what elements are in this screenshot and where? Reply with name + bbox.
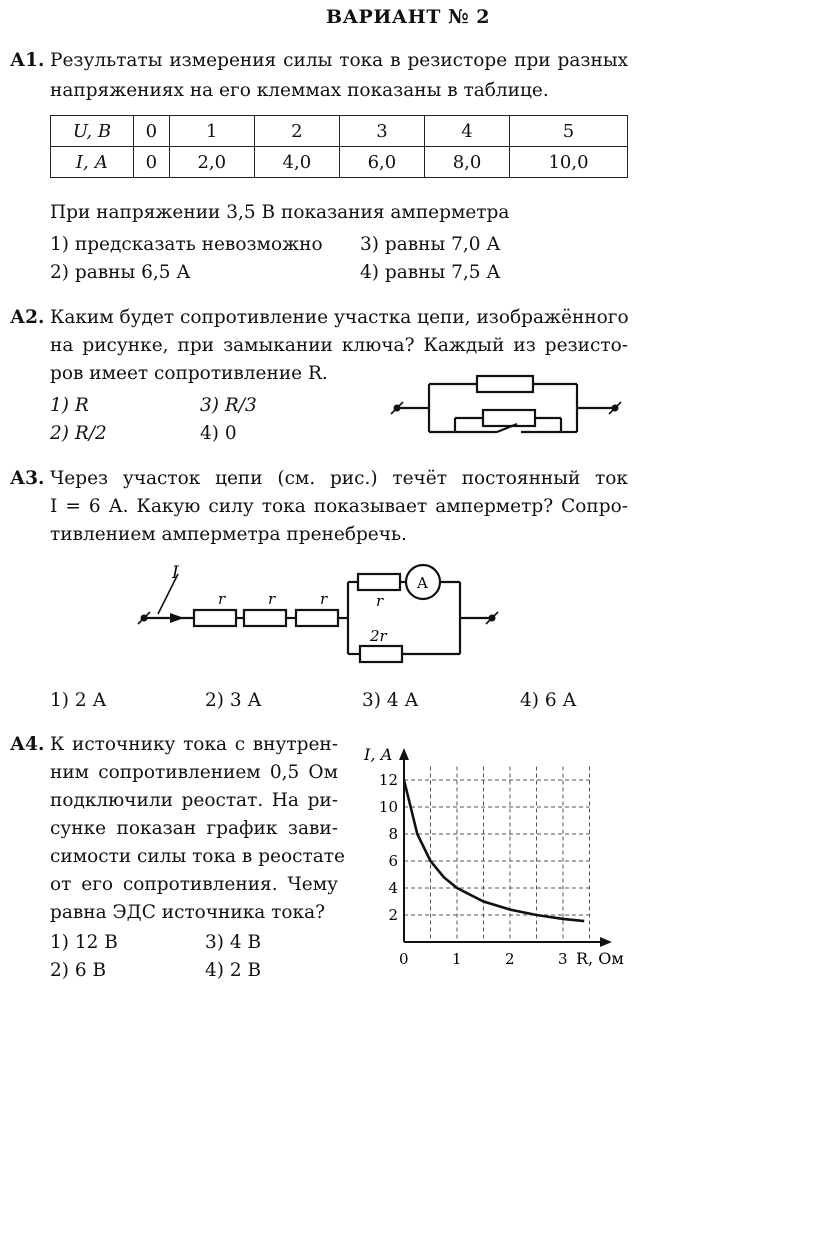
x-tick-label: 0 — [399, 950, 409, 968]
question-a3-text-line3: тивлением амперметра пренебречь. — [50, 524, 407, 545]
table-cell: 4 — [424, 116, 509, 147]
question-a2-text-line1: Каким будет сопротивление участка цепи, изображённого — [50, 307, 629, 328]
resistor-label: r — [320, 590, 328, 608]
table-cell: 3 — [339, 116, 424, 147]
x-axis-arrow-icon — [600, 937, 612, 947]
question-a4-number: А4. — [10, 734, 45, 755]
table-cell: 8,0 — [424, 147, 509, 178]
answer-option[interactable]: 4) 0 — [200, 423, 237, 444]
table-cell: 0 — [134, 147, 170, 178]
table-row — [51, 116, 628, 147]
x-tick-label: 1 — [452, 950, 462, 968]
table-cell: 6,0 — [339, 147, 424, 178]
page-title: ВАРИАНТ № 2 — [326, 6, 490, 28]
y-tick-label: 8 — [388, 825, 398, 843]
question-a1-text-line2: напряжениях на его клеммах показаны в таблице. — [50, 80, 549, 101]
question-a2-text-line3: ров имеет сопротивление R. — [50, 363, 328, 384]
question-a2-text-line2: на рисунке, при замыкании ключа? Каждый из резисто- — [50, 335, 628, 356]
answer-option[interactable]: 1) 2 А — [50, 690, 107, 711]
answer-option[interactable]: 1) предсказать невозможно — [50, 234, 323, 255]
question-a4-text-line: подключили реостат. На ри- — [50, 790, 338, 811]
values-table — [50, 115, 628, 178]
x-axis-label: R, Ом — [576, 949, 624, 968]
answer-option[interactable]: 2) 3 А — [205, 690, 262, 711]
answer-option[interactable]: 1) 12 В — [50, 932, 118, 953]
resistor-label: 2r — [370, 627, 387, 645]
chart-ticks — [379, 771, 568, 968]
question-a2-number: А2. — [10, 307, 45, 328]
y-tick-label: 12 — [378, 771, 398, 789]
question-a1-text-line1: Результаты измерения силы тока в резисторе при разных — [50, 50, 628, 71]
answer-option[interactable]: 3) равны 7,0 А — [360, 234, 501, 255]
question-a3-number: А3. — [10, 468, 45, 489]
circuit-diagram-a2 — [385, 368, 635, 448]
resistor-label: r — [218, 590, 226, 608]
resistor-label: r — [376, 592, 384, 610]
question-a4-text-line: равна ЭДС источника тока? — [50, 902, 326, 923]
current-label: I — [172, 563, 179, 583]
y-tick-label: 6 — [388, 852, 398, 870]
question-a4-text-line: от его сопротивления. Чему — [50, 874, 338, 895]
ammeter-label: A — [417, 574, 428, 592]
answer-option[interactable]: 3) 4 В — [205, 932, 262, 953]
answer-option[interactable]: 2) равны 6,5 А — [50, 262, 191, 283]
table-row — [51, 147, 628, 178]
y-axis-label: I, А — [364, 745, 393, 764]
question-a3-text-line1: Через участок цепи (см. рис.) течёт постоянный ток — [50, 468, 628, 489]
table-cell: 2 — [254, 116, 339, 147]
table-cell: 1 — [169, 116, 254, 147]
x-tick-label: 3 — [558, 950, 568, 968]
table-header-i: I, А — [51, 147, 134, 178]
question-a1-prompt: При напряжении 3,5 В показания амперметра — [50, 202, 510, 223]
question-a3-text-line2: I = 6 А. Какую силу тока показывает амперметр? Сопро- — [50, 496, 628, 517]
table-cell: 0 — [134, 116, 170, 147]
table-cell: 10,0 — [510, 147, 628, 178]
resistor-label: r — [268, 590, 276, 608]
answer-option[interactable]: 4) 6 А — [520, 690, 577, 711]
table-cell: 4,0 — [254, 147, 339, 178]
circuit-diagram-a3 — [130, 562, 510, 672]
answer-option[interactable]: 3) 4 А — [362, 690, 419, 711]
series-line — [404, 780, 584, 921]
table-header-u: U, В — [51, 116, 134, 147]
chart-grid — [404, 767, 590, 943]
answer-option[interactable]: 1) R — [50, 395, 89, 416]
current-resistance-chart — [360, 740, 640, 975]
table-cell: 2,0 — [169, 147, 254, 178]
question-a4-text-line: симости силы тока в реостате — [50, 846, 345, 867]
question-a1-number: А1. — [10, 50, 45, 71]
answer-option[interactable]: 2) R/2 — [50, 423, 107, 444]
question-a4-text-line: К источнику тока с внутрен- — [50, 734, 338, 755]
y-tick-label: 4 — [388, 879, 398, 897]
question-a4-text-line: сунке показан график зави- — [50, 818, 338, 839]
y-axis-arrow-icon — [399, 748, 409, 760]
y-tick-label: 10 — [378, 798, 398, 816]
table-cell: 5 — [510, 116, 628, 147]
answer-option[interactable]: 4) 2 В — [205, 960, 262, 981]
x-tick-label: 2 — [505, 950, 515, 968]
answer-option[interactable]: 3) R/3 — [200, 395, 257, 416]
y-tick-label: 2 — [388, 906, 398, 924]
question-a4-text-line: ним сопротивлением 0,5 Ом — [50, 762, 338, 783]
answer-option[interactable]: 4) равны 7,5 А — [360, 262, 501, 283]
answer-option[interactable]: 2) 6 В — [50, 960, 107, 981]
